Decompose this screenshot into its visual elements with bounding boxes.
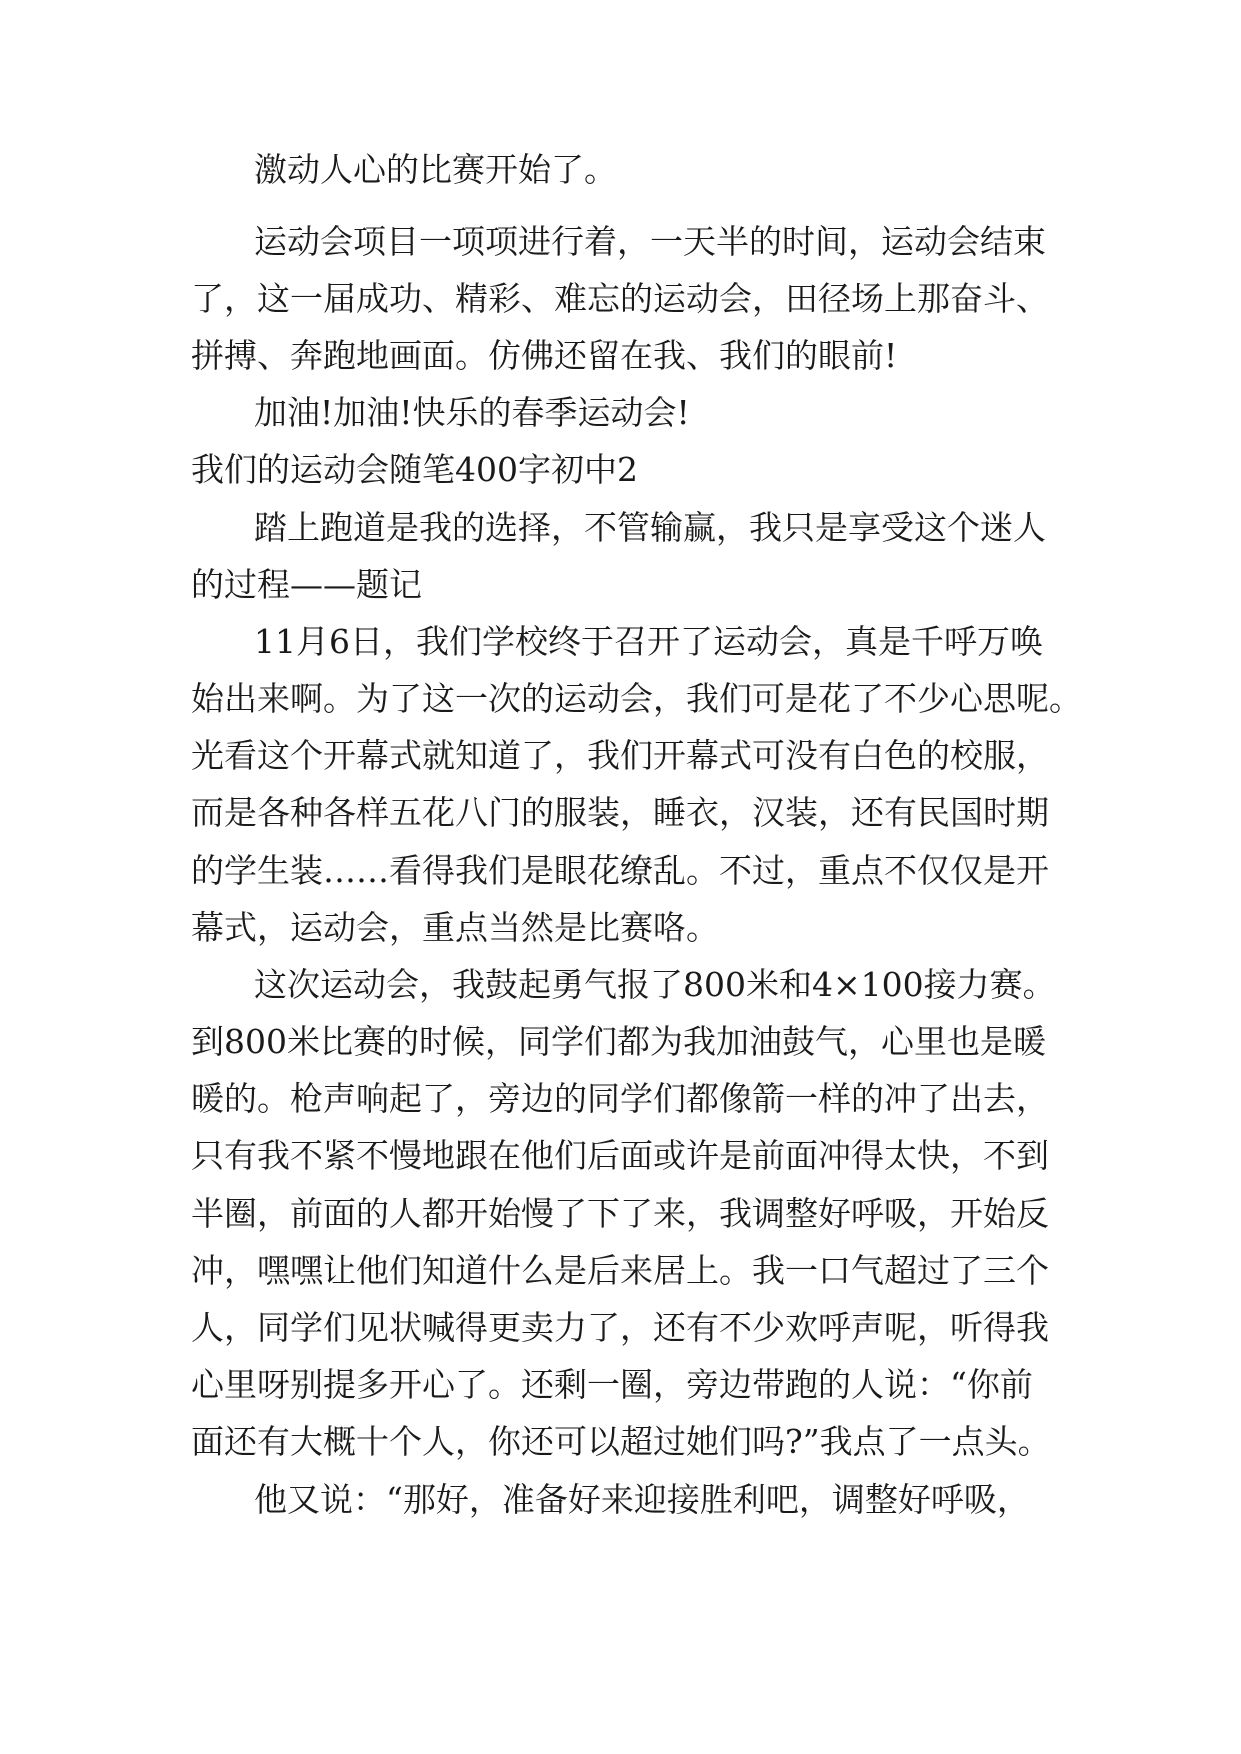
text-line: 面还有大概十个人，你还可以超过她们吗?”我点了一点头。 [191, 1422, 1051, 1461]
text-line: 加油!加油!快乐的春季运动会! [254, 393, 690, 432]
text-line: 的过程——题记 [191, 565, 422, 604]
text-line: 始出来啊。为了这一次的运动会，我们可是花了不少心思呢。 [191, 679, 1082, 718]
text-line: 半圈，前面的人都开始慢了下了来，我调整好呼吸，开始反 [191, 1194, 1049, 1233]
text-line: 而是各种各样五花八门的服装，睡衣，汉装，还有民国时期 [191, 793, 1049, 832]
text-line: 激动人心的比赛开始了。 [254, 150, 617, 189]
text-line: 运动会项目一项项进行着，一天半的时间，运动会结束 [254, 222, 1046, 261]
text-line: 拼搏、奔跑地画面。仿佛还留在我、我们的眼前! [191, 336, 898, 375]
text-line: 了，这一届成功、精彩、难忘的运动会，田径场上那奋斗、 [191, 279, 1049, 318]
text-line: 冲，嘿嘿让他们知道什么是后来居上。我一口气超过了三个 [191, 1251, 1049, 1290]
text-line: 幕式，运动会，重点当然是比赛咯。 [191, 908, 719, 947]
section-heading: 我们的运动会随笔400字初中2 [191, 450, 638, 489]
text-line: 心里呀别提多开心了。还剩一圈，旁边带跑的人说：“你前 [191, 1365, 1033, 1404]
text-line: 11月6日，我们学校终于召开了运动会，真是千呼万唤 [254, 622, 1043, 661]
text-line: 到800米比赛的时候，同学们都为我加油鼓气，心里也是暖 [191, 1022, 1046, 1061]
text-line: 只有我不紧不慢地跟在他们后面或许是前面冲得太快，不到 [191, 1136, 1049, 1175]
text-line: 人，同学们见状喊得更卖力了，还有不少欢呼声呢，听得我 [191, 1308, 1049, 1347]
text-line: 的学生装……看得我们是眼花缭乱。不过，重点不仅仅是开 [191, 851, 1049, 890]
text-line: 踏上跑道是我的选择，不管输赢，我只是享受这个迷人 [254, 508, 1046, 547]
text-line: 他又说：“那好，准备好来迎接胜利吧，调整好呼吸， [254, 1480, 1030, 1519]
text-line: 暖的。枪声响起了，旁边的同学们都像箭一样的冲了出去， [191, 1079, 1049, 1118]
text-line: 这次运动会，我鼓起勇气报了800米和4×100接力赛。 [254, 965, 1056, 1004]
text-line: 光看这个开幕式就知道了，我们开幕式可没有白色的校服， [191, 736, 1049, 775]
